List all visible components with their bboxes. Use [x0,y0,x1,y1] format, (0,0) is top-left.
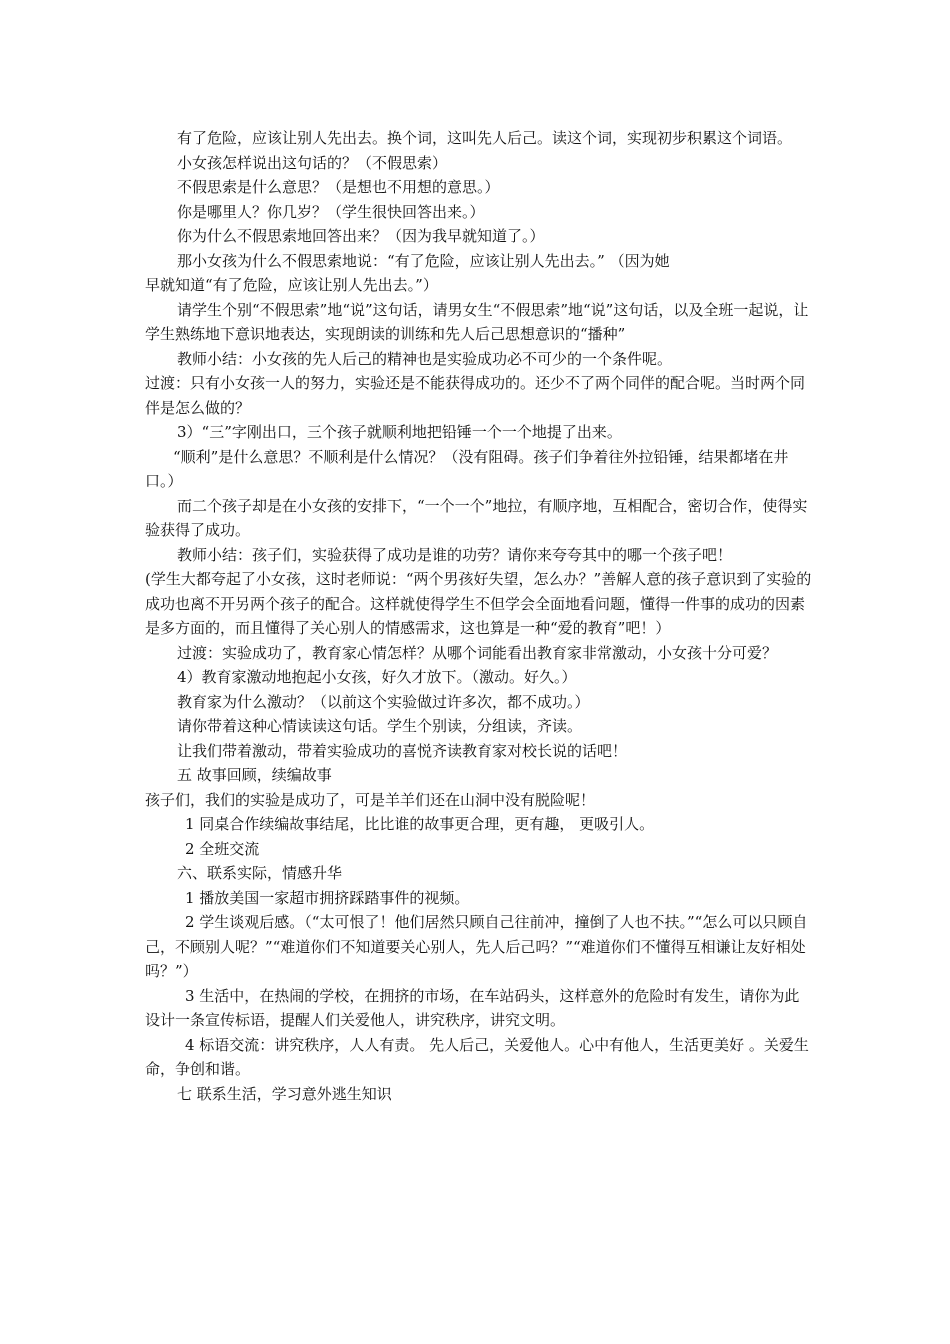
document-page [145,126,813,1106]
list-item: 1 同桌合作续编故事结尾，比比谁的故事更合理，更有趣， 更吸引人。 [185,815,655,833]
list-item: 2 全班交流 [185,839,260,858]
paragraph: 有了危险，应该让别人先出去。换个词，这叫先人后己。读这个词，实现初步积累这个词语。 [177,129,793,147]
paragraph: 你是哪里人？你几岁？（学生很快回答出来。） [177,202,485,221]
paragraph: 孩子们，我们的实验是成功了，可是羊羊们还在山洞中没有脱险呢！ [145,790,596,809]
paragraph: (学生大都夸起了小女孩，这时老师说：“两个男孩好失望，怎么办？”善解人意的孩子意识到了实验的成功也离不开另两个孩子的配合。这样就使得学生不但学会全面地看问题，懂得一件事的成功的因素是多方面的，而且懂得了关心别人的情感需求，这也算是一种“爱的教育”吧！） [145,570,812,637]
paragraph: 教育家为什么激动？（以前这个实验做过许多次，都不成功。） [177,692,590,711]
paragraph: 请你带着这种心情读读这句话。学生个别读，分组读，齐读。 [177,717,583,735]
paragraph: 小女孩怎样说出这句话的？（不假思索） [177,153,448,172]
paragraph: 那小女孩为什么不假思索地说：“有了危险，应该让别人先出去。” （因为她 [177,251,670,270]
section-heading: 五 故事回顾，续编故事 [177,766,332,784]
paragraph: 不假思索是什么意思？（是想也不用想的意思。） [177,178,500,196]
paragraph: 教师小结：小女孩的先人后己的精神也是实验成功必不可少的一个条件呢。 [177,349,673,368]
paragraph: 教师小结：孩子们，实验获得了成功是谁的功劳？请你来夸夸其中的哪一个孩子吧！ [177,545,733,564]
list-item: 3 生活中，在热闹的学校，在拥挤的市场，在车站码头，这样意外的危险时有发生，请你为此设计一条宣传标语，提醒人们关爱他人，讲究秩序，讲究文明。 [145,986,800,1029]
list-item: 1 播放美国一家超市拥挤踩踏事件的视频。 [185,888,470,907]
paragraph: 过渡：只有小女孩一人的努力，实验还是不能获得成功的。还少不了两个同伴的配合呢。当时两个同伴是怎么做的？ [145,374,806,417]
paragraph: 3）“三”字刚出口，三个孩子就顺利地把铅锤一个一个地提了出来。 [177,423,622,441]
paragraph: “顺利”是什么意思？不顺利是什么情况？（没有阻碍。孩子们争着往外拉铅锤，结果都堵在井口。） [145,447,789,490]
paragraph: 让我们带着激动，带着实验成功的喜悦齐读教育家对校长说的话吧！ [177,741,628,760]
paragraph: 而二个孩子却是在小女孩的安排下，“一个一个”地拉，有顺序地，互相配合，密切合作，使得实验获得了成功。 [145,496,808,539]
paragraph: 早就知道“有了危险，应该让别人先出去。”） [145,276,438,294]
paragraph: 4）教育家激动地抱起小女孩，好久才放下。（激动。好久。） [177,668,577,686]
paragraph: 你为什么不假思索地回答出来？（因为我早就知道了。） [177,227,545,245]
section-heading: 六、联系实际，情感升华 [177,864,343,882]
section-heading: 七 联系生活，学习意外逃生知识 [177,1084,392,1103]
list-item: 2 学生谈观后感。（“太可恨了！他们居然只顾自己往前冲，撞倒了人也不扶。”“怎么可以只顾自己，不顾别人呢？”“难道你们不知道要关心别人，先人后己吗？”“难道你们不懂得互相谦让友好相处吗？”） [145,913,808,980]
paragraph: 过渡：实验成功了，教育家心情怎样？从哪个词能看出教育家非常激动，小女孩十分可爱？ [177,643,778,662]
list-item: 4 标语交流：讲究秩序，人人有责。 先人后己，关爱他人。心中有他人，生活更美好 。关爱生命，争创和谐。 [145,1035,809,1078]
paragraph: 请学生个别“不假思索”地“说”这句话，请男女生“不假思索”地“说”这句话，以及全班一起说，让学生熟练地下意识地表达，实现朗读的训练和先人后己思想意识的“播种” [145,300,809,343]
